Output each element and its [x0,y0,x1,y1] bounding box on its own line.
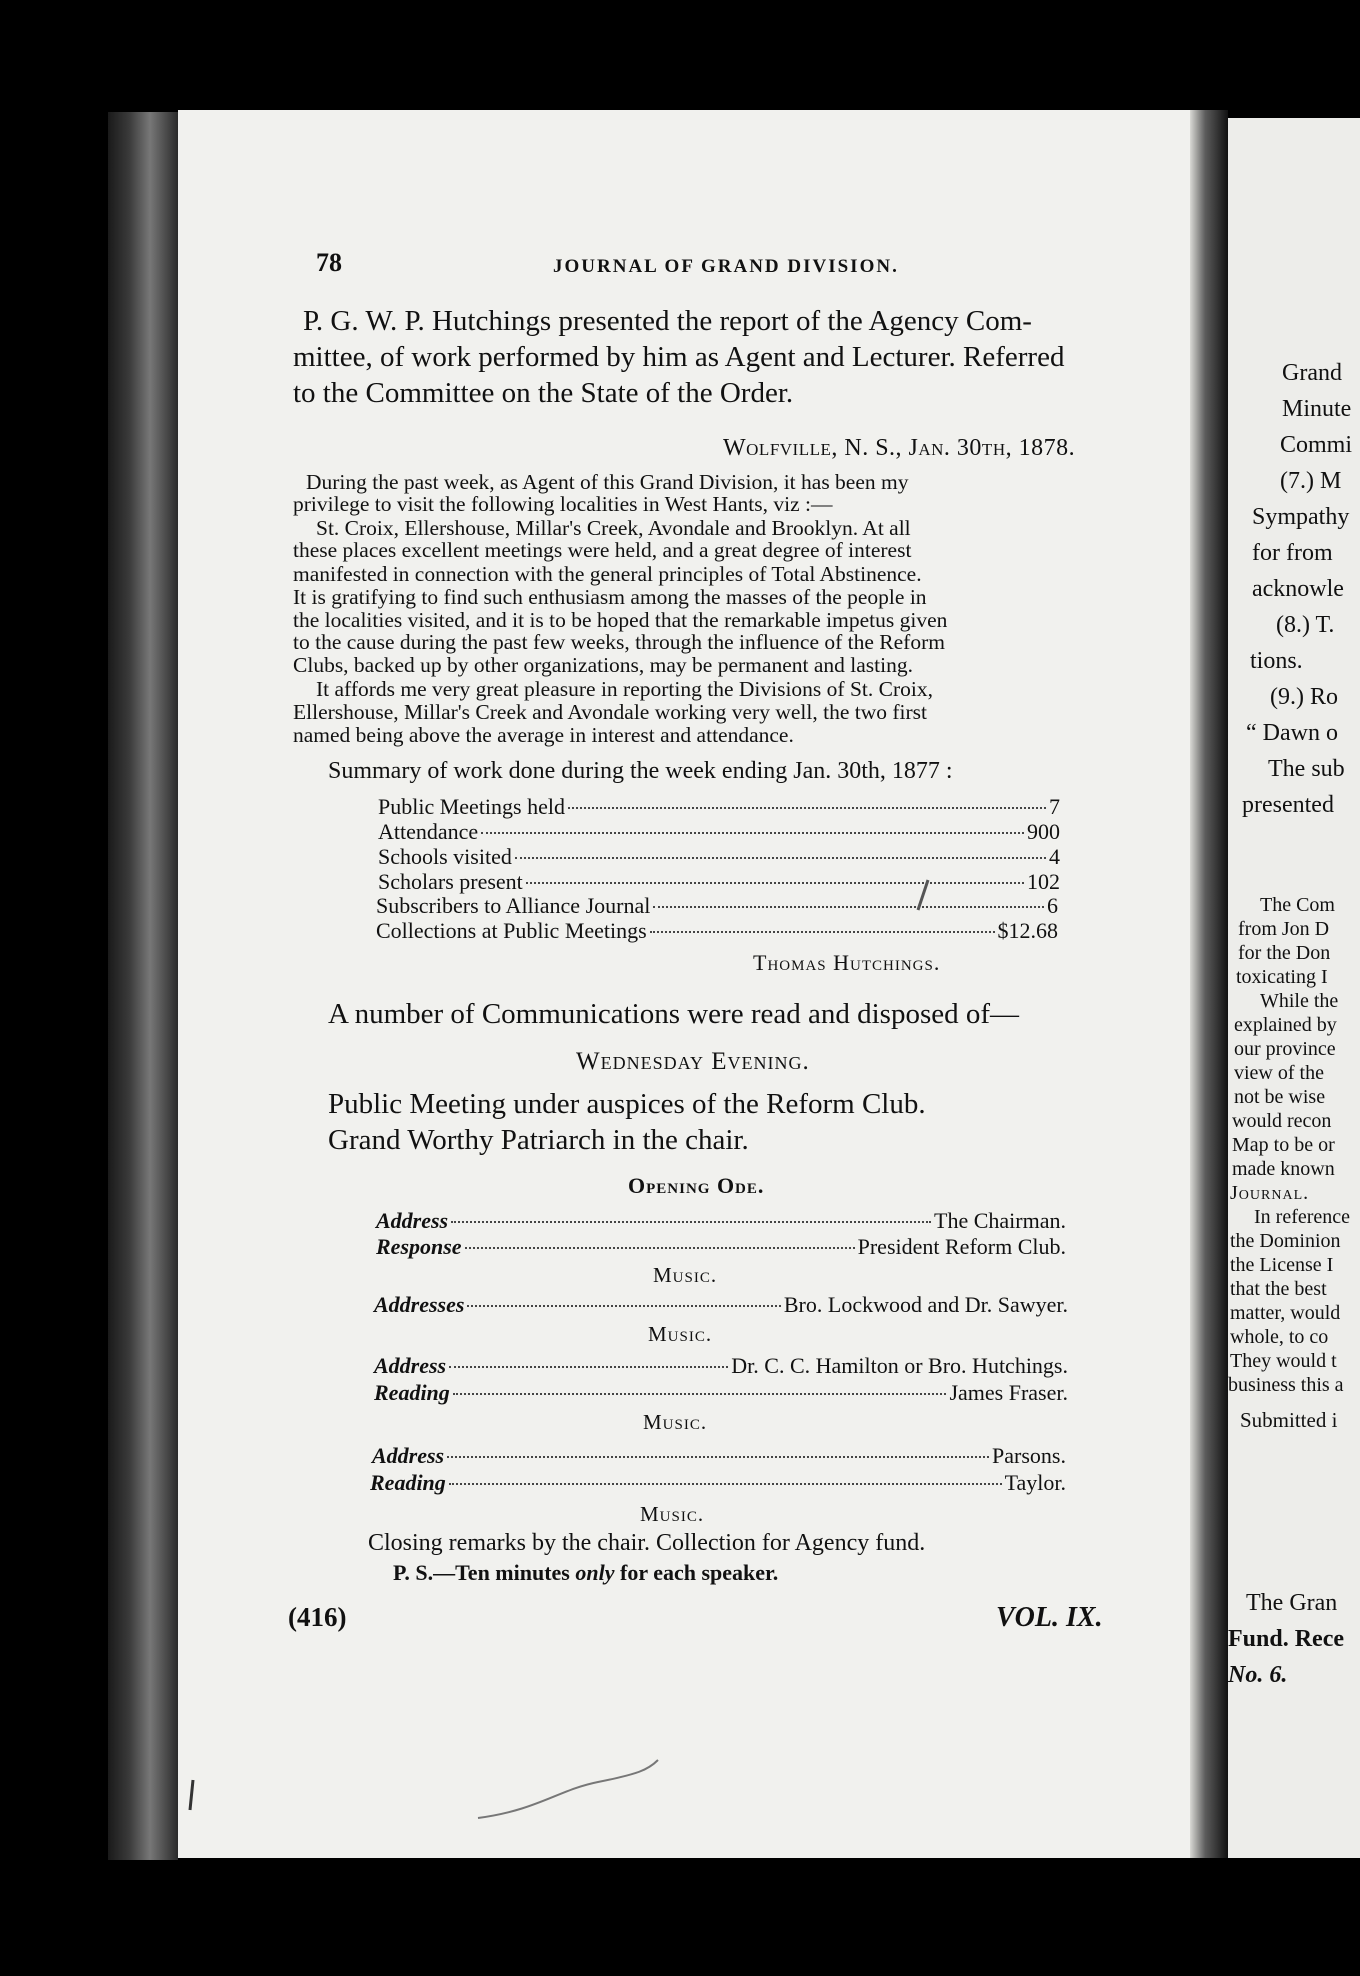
intro-line: to the Committee on the State of the Order. [293,377,794,409]
volume-label: VOL. IX. [996,1602,1103,1633]
report-line: It is gratifying to find such enthusiasm among the masses of the people in [293,585,927,609]
facing-line: Grand [1282,360,1342,386]
evening-heading: Wednesday Evening. [576,1048,810,1075]
music-heading: Music. [648,1322,713,1346]
opening-ode: Opening Ode. [628,1173,765,1198]
report-line: It affords me very great pleasure in reporting the Divisions of St. Croix, [316,677,933,701]
running-title: JOURNAL OF GRAND DIVISION. [553,256,899,277]
summary-label: Collections at Public Meetings [376,918,647,943]
facing-line: the License I [1230,1254,1334,1276]
facing-line: They would t [1230,1350,1337,1372]
program-item: Reading [374,1380,450,1405]
left-page [178,110,1190,1858]
facing-line: Submitted i [1240,1408,1338,1432]
facing-line: Fund. Rece [1228,1626,1344,1652]
facing-line: Commi [1280,432,1353,458]
facing-line: Map to be or [1232,1134,1335,1156]
postscript-emphasis: only [575,1560,615,1585]
facing-line: tions. [1250,648,1303,674]
music-heading: Music. [643,1410,708,1434]
facing-line: view of the [1234,1062,1324,1084]
program-item: Address [372,1443,445,1468]
report-line: privilege to visit the following localities in West Hants, viz :— [293,492,833,516]
facing-line: that the best [1230,1278,1327,1300]
facing-line: Journal. [1230,1182,1310,1204]
program-person: Parsons. [992,1443,1066,1468]
report-line: to the cause during the past few weeks, through the influence of the Reform [293,630,945,654]
program-item: Response [376,1234,462,1259]
facing-line: acknowle [1252,576,1344,602]
facing-line: whole, to co [1230,1326,1329,1348]
dateline: Wolfville, N. S., Jan. 30th, 1878. [723,435,1076,461]
report-line: named being above the average in interest and attendance. [293,723,794,747]
page-number: 78 [316,248,342,277]
facing-line: not be wise [1234,1086,1326,1108]
summary-value: 7 [1049,794,1060,819]
summary-value: 4 [1049,844,1060,869]
music-heading: Music. [640,1502,705,1526]
summary-label: Subscribers to Alliance Journal [376,893,651,918]
facing-line: explained by [1234,1014,1337,1036]
meeting-line: Public Meeting under auspices of the Reform Club. [328,1088,926,1120]
report-line: the localities visited, and it is to be hoped that the remarkable impetus given [293,608,948,632]
summary-label: Schools visited [378,844,512,869]
program-person: Dr. C. C. Hamilton or Bro. Hutchings. [731,1353,1068,1378]
facing-line: “ Dawn o [1246,720,1338,746]
facing-line: The Gran [1246,1590,1338,1616]
summary-label: Scholars present [378,869,523,894]
facing-line: Sympathy [1252,504,1350,530]
summary-value: $12.68 [997,918,1058,943]
facing-line: Minute [1282,396,1352,422]
report-line: Clubs, backed up by other organizations, may be permanent and lasting. [293,653,913,677]
facing-line: would recon [1232,1110,1332,1132]
chair-line: Grand Worthy Patriarch in the chair. [328,1124,749,1156]
program-person: Taylor. [1004,1470,1066,1495]
facing-line: for the Don [1238,942,1331,964]
paper-scratch-marks [178,110,1190,1858]
summary-value: 102 [1027,869,1060,894]
program-person: The Chairman. [934,1208,1066,1233]
program-person: Bro. Lockwood and Dr. Sawyer. [783,1292,1068,1317]
summary-label: Attendance [378,819,479,844]
facing-line: No. 6. [1228,1662,1288,1688]
signature: Thomas Hutchings. [753,950,941,975]
facing-line: toxicating I [1236,966,1328,988]
facing-line: the Dominion [1230,1230,1341,1252]
facing-page [1228,118,1360,1858]
intro-line: P. G. W. P. Hutchings presented the report of the Agency Com- [303,305,1032,337]
report-line: Ellershouse, Millar's Creek and Avondale working very well, the two first [293,700,927,724]
postscript-prefix: P. S.—Ten minutes [393,1560,576,1585]
facing-line: business this a [1228,1374,1344,1396]
page-gutter [1190,110,1228,1858]
facing-line: from Jon D [1238,918,1330,940]
summary-heading: Summary of work done during the week ending Jan. 30th, 1877 : [328,758,953,784]
facing-line: The sub [1268,756,1345,782]
report-line: During the past week, as Agent of this Grand Division, it has been my [306,470,909,494]
report-line: these places excellent meetings were held, and a great degree of interest [293,538,912,562]
music-heading: Music. [653,1263,718,1287]
closing-line: Closing remarks by the chair. Collection for Agency fund. [368,1530,926,1556]
facing-line: (8.) T. [1276,612,1335,638]
program-item: Reading [370,1470,446,1495]
summary-value: 6 [1047,893,1058,918]
facing-line: While the [1260,990,1339,1012]
intro-line: mittee, of work performed by him as Agent and Lecturer. Referred [293,341,1065,373]
program-person: President Reform Club. [857,1234,1066,1259]
facing-line: our province [1234,1038,1336,1060]
postscript-suffix: for each speaker. [614,1560,779,1585]
report-line: St. Croix, Ellershouse, Millar's Creek, Avondale and Brooklyn. At all [316,516,911,540]
program-item: Address [376,1208,449,1233]
sheet-number: (416) [288,1602,347,1632]
program-person: James Fraser. [949,1380,1068,1405]
facing-line: made known [1232,1158,1335,1180]
program-item: Addresses [374,1292,465,1317]
summary-label: Public Meetings held [378,794,565,819]
program-item: Address [374,1353,447,1378]
report-line: manifested in connection with the general principles of Total Abstinence. [293,562,922,586]
facing-line: The Com [1260,894,1335,916]
facing-line: In reference [1254,1206,1351,1228]
facing-line: matter, would [1230,1302,1341,1324]
summary-value: 900 [1027,819,1060,844]
facing-line: (7.) M [1280,468,1342,494]
facing-line: for from [1252,540,1333,566]
book-spine [108,112,178,1860]
facing-line: (9.) Ro [1270,684,1338,710]
facing-line: presented [1242,792,1334,818]
communications-line: A number of Communications were read and disposed of— [328,998,1020,1030]
